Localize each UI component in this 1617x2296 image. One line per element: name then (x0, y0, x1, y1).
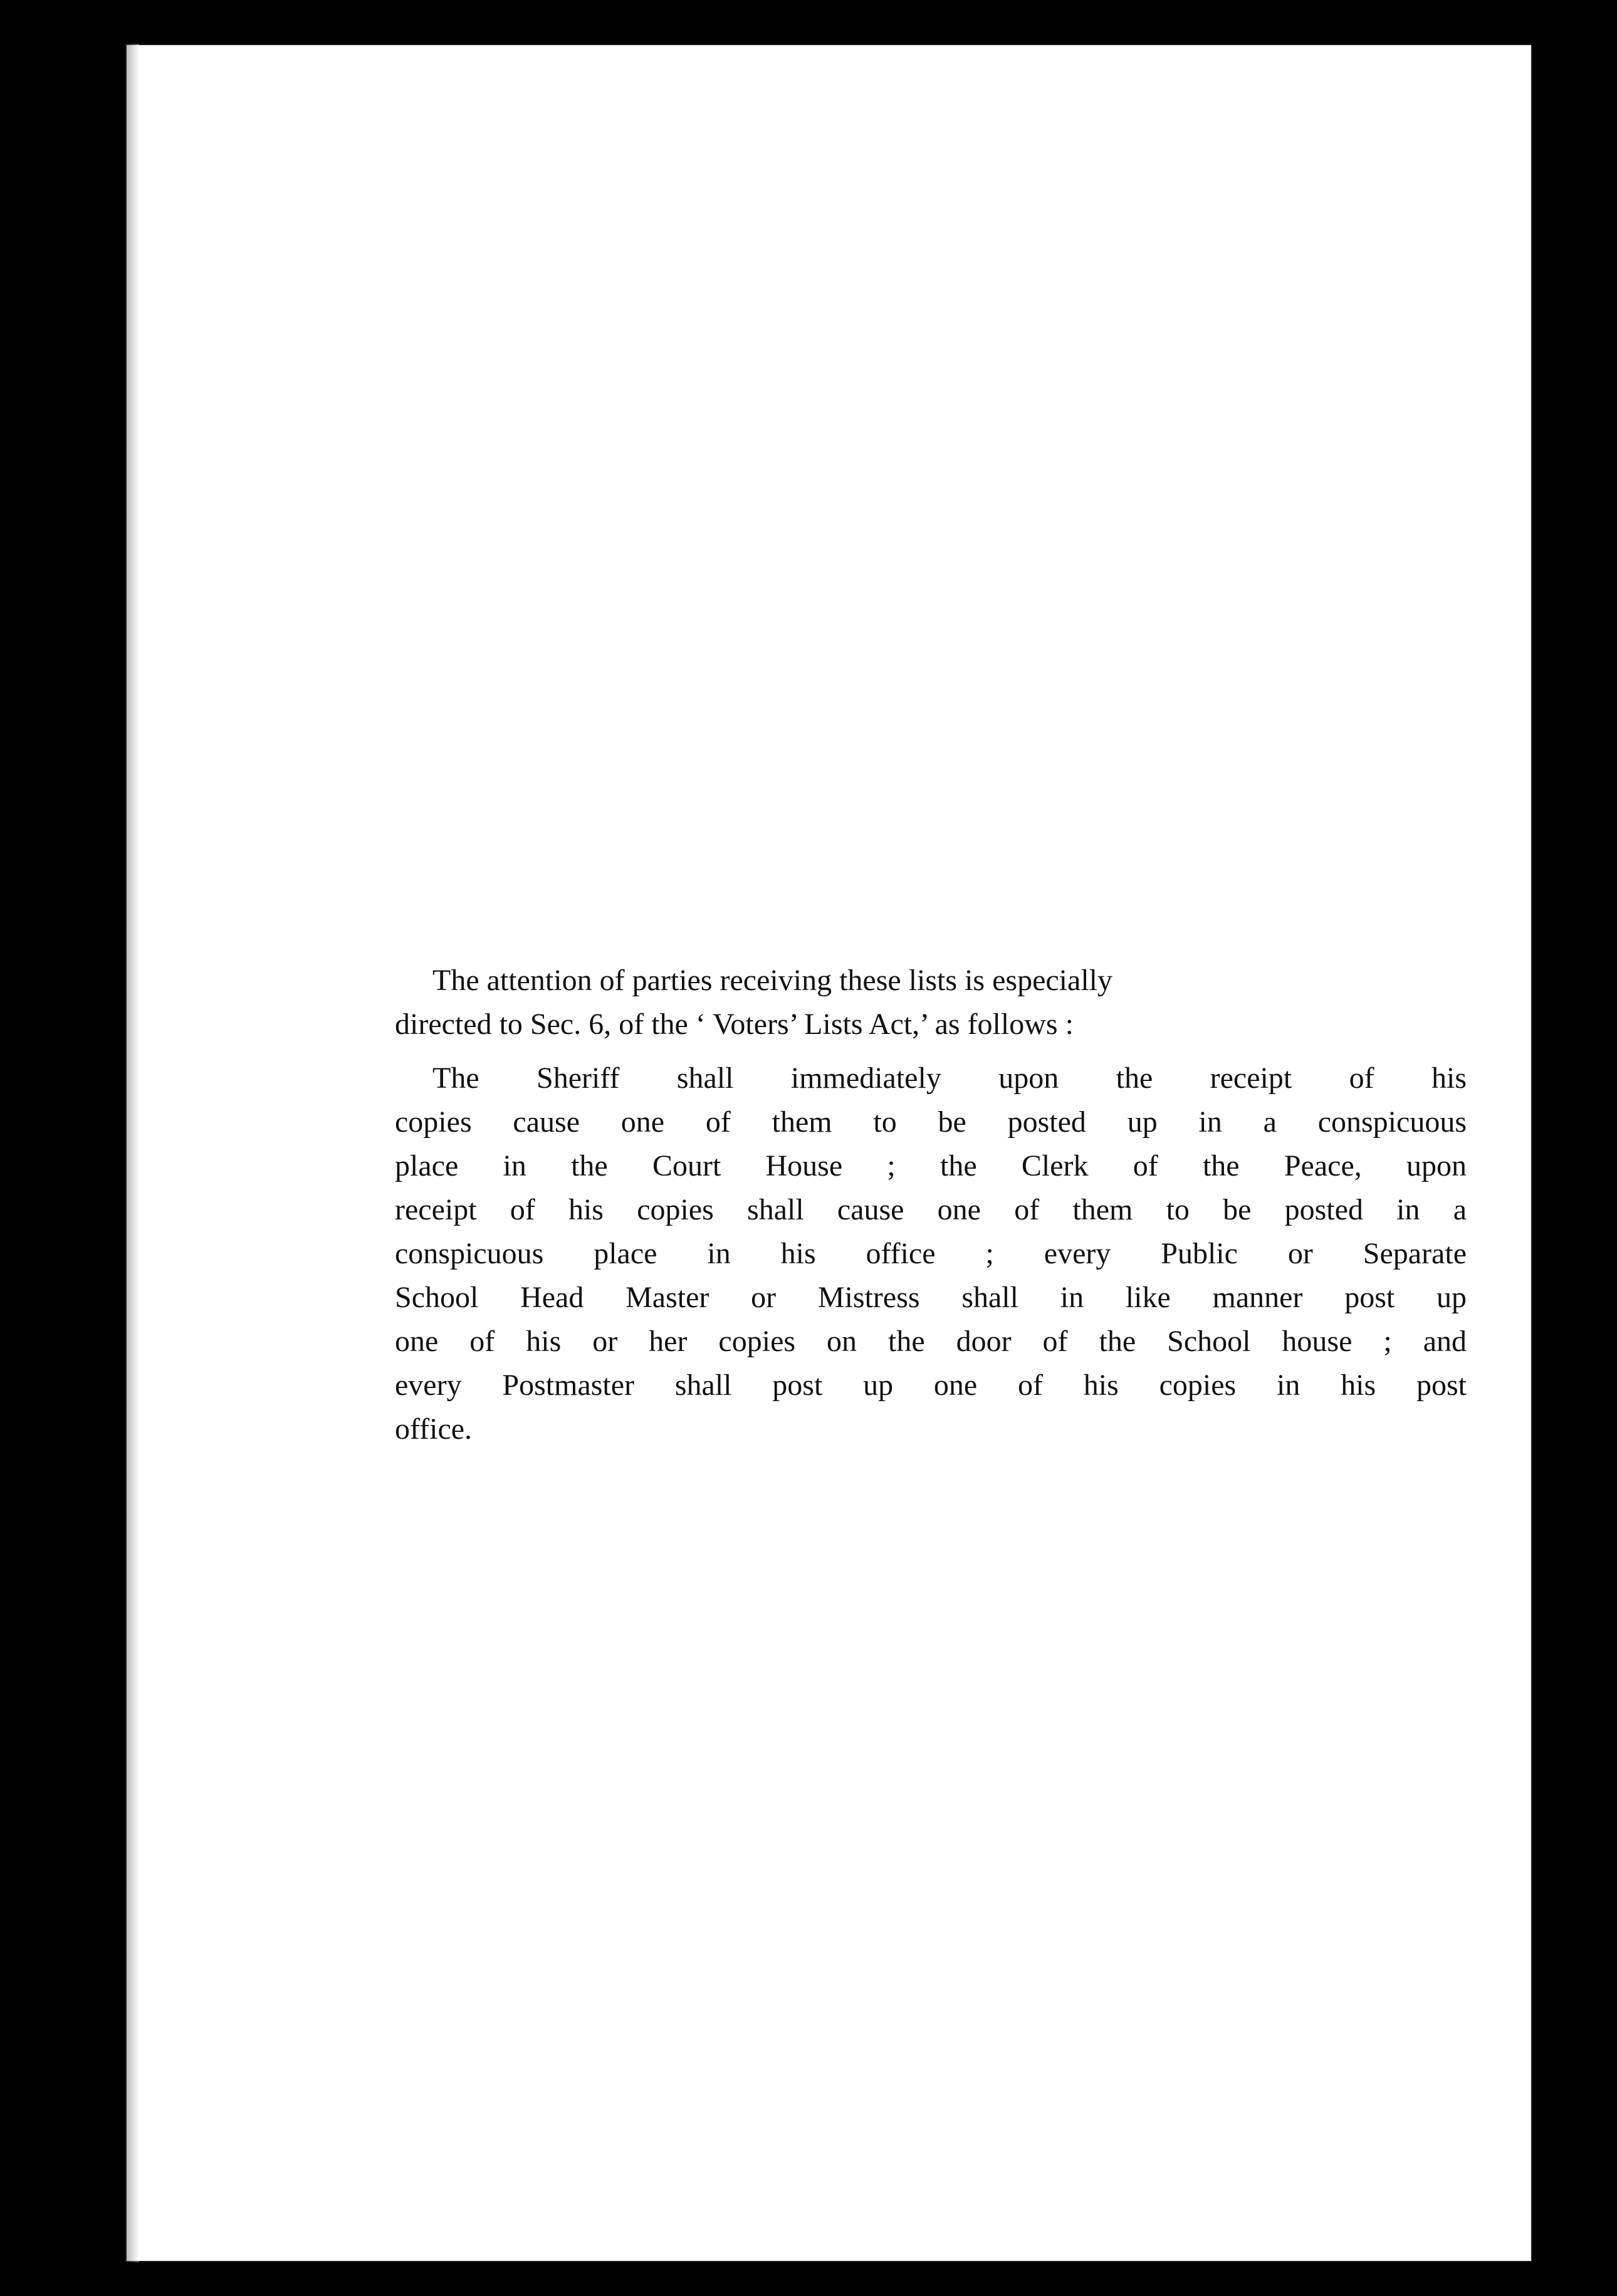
notice-quote-line: School Head Master or Mistress shall in like manner post up (395, 1281, 1467, 1314)
notice-intro (395, 959, 1467, 1046)
notice-quote-line: copies cause one of them to be posted up in a conspicuous (395, 1105, 1467, 1139)
notice-quote-line: conspicuous place in his office ; every Public or Separate (395, 1237, 1467, 1270)
notice-quoted-section (395, 1057, 1467, 1451)
notice-quote-line: office. (395, 1412, 473, 1446)
voters-lists-notice (395, 959, 1467, 1451)
notice-quote-line: one of his or her copies on the door of the School house ; and (395, 1325, 1467, 1358)
notice-intro-line: The attention of parties receiving these lists is especially (432, 964, 1112, 997)
notice-quote-line: The Sheriff shall immediately upon the receipt of his (432, 1062, 1467, 1095)
page-edge-shadow (125, 44, 139, 2262)
document-page (125, 44, 1532, 2262)
notice-intro-line: directed to Sec. 6, of the ‘ Voters’ Lists Act,’ as follows : (395, 1008, 1074, 1041)
notice-quote-line: every Postmaster shall post up one of his copies in his post (395, 1369, 1467, 1402)
notice-quote-line: place in the Court House ; the Clerk of the Peace, upon (395, 1149, 1467, 1182)
notice-quote-line: receipt of his copies shall cause one of them to be posted in a (395, 1193, 1467, 1226)
